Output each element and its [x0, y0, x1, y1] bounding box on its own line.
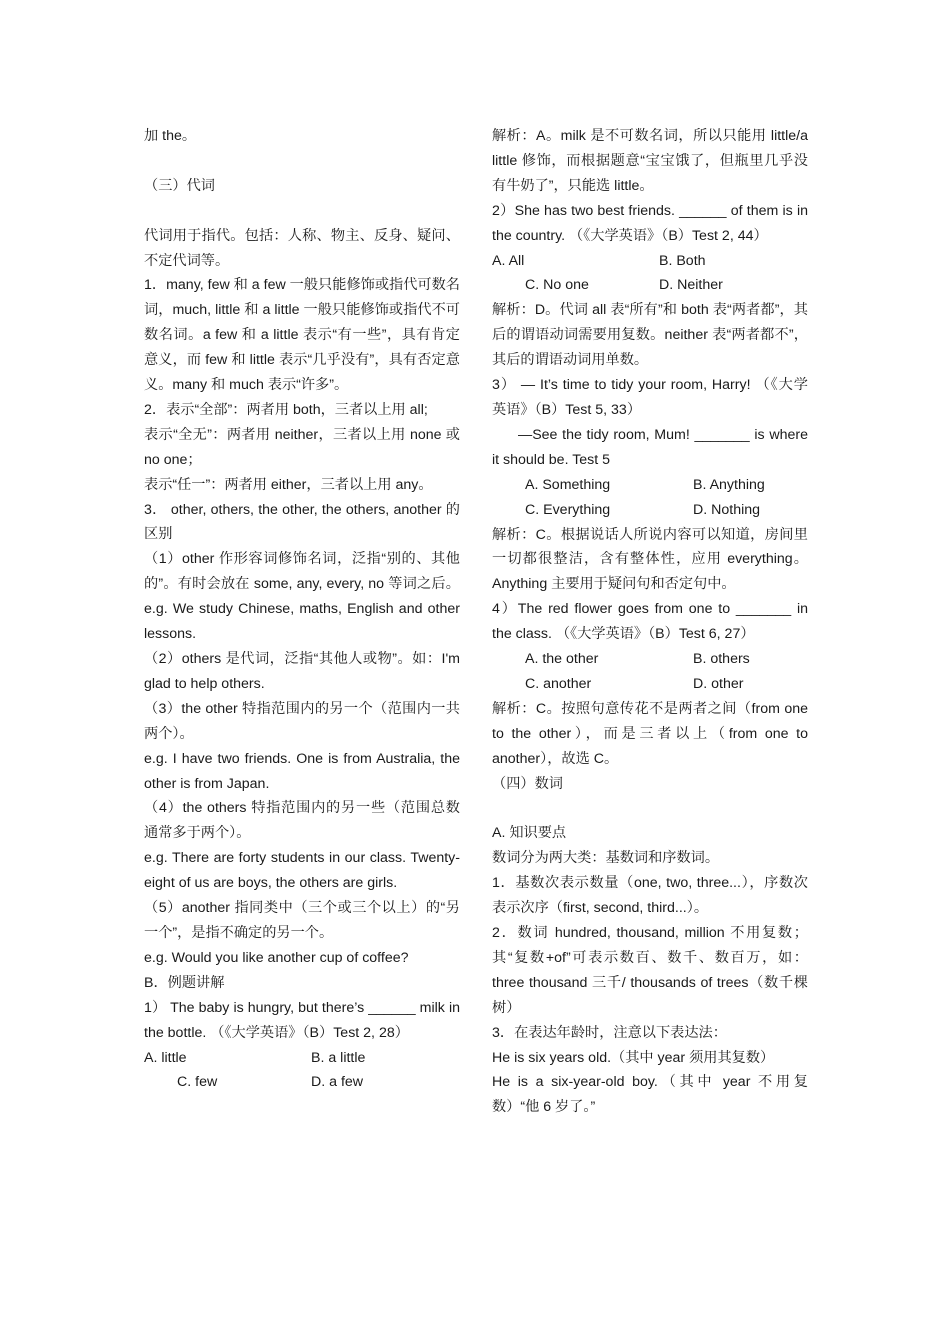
paragraph: 表示“全无”：两者用 neither，三者以上用 none 或 no one； [144, 426, 460, 468]
option-d: D. Neither [659, 277, 723, 294]
option-c: C. Everything [525, 501, 611, 518]
paragraph: 数词分为两大类：基数词和序数词。 [492, 850, 720, 867]
option-c: C. another [525, 675, 592, 692]
paragraph: （5）another 指同类中（三个或三个以上）的“另一个”，是指不确定的另一个。 [144, 900, 460, 941]
paragraph: 2．数词 hundred, thousand, million 不用复数；其“复数+of”可表示数百、数千、数百万，如：three thousand 三千/ thousands of trees（数千棵树） [492, 924, 808, 1016]
option-b: B. a little [311, 1049, 366, 1066]
option-b: B. others [693, 651, 750, 668]
answer-options-row [492, 672, 808, 697]
paragraph: e.g. I have two friends. One is from Australia, the other is from Japan. [144, 750, 460, 792]
question-text: 1） The baby is hungry, but there’s ______ milk in the bottle. （《大学英语》（B）Test 2, 28） [144, 999, 460, 1041]
option-c: C. few [177, 1074, 218, 1091]
answer-options-row [492, 498, 808, 523]
answer-options-row [492, 249, 808, 274]
right-column [492, 124, 808, 1120]
option-a: A. the other [525, 651, 599, 668]
option-d: D. a few [311, 1074, 364, 1091]
paragraph: 3．在表达年龄时，注意以下表达法： [492, 1024, 727, 1041]
paragraph: e.g. Would you like another cup of coffee? [144, 949, 409, 966]
paragraph: （4）the others 特指范围内的另一些（范围总数通常多于两个）。 [144, 800, 460, 842]
option-a: A. little [144, 1049, 187, 1066]
section-heading: （四）数词 [492, 775, 563, 792]
option-d: D. other [693, 675, 744, 692]
paragraph: He is six years old.（其中 year 须用其复数） [492, 1049, 775, 1066]
option-d: D. Nothing [693, 501, 761, 518]
paragraph: 加 the。 [144, 128, 197, 144]
question-text: —See the tidy room, Mum! _______ is where it should be. Test 5 [492, 426, 808, 468]
answer-options-row [144, 1070, 460, 1095]
section-heading: A. 知识要点 [492, 825, 567, 842]
blank-line [144, 199, 460, 224]
option-a: A. All [492, 252, 525, 269]
paragraph: 3． other, others, the other, the others, another 的区别 [144, 501, 460, 543]
question-text: 3） — It’s time to tidy your room, Harry! （《大学英语》（B）Test 5, 33） [492, 377, 808, 418]
paragraph: 2．表示“全部”：两者用 both，三者以上用 all; [144, 401, 428, 418]
section-heading: （三）代词 [144, 177, 215, 194]
paragraph: e.g. There are forty students in our class. Twenty-eight of us are boys, the others are girls. [144, 850, 460, 892]
analysis-paragraph: 解析：C。按照句意传花不是两者之间（from one to the other），而是三者以上（from one to another），故选 C。 [492, 700, 808, 767]
option-c: C. No one [525, 277, 589, 294]
paragraph: He is a six-year-old boy.（其中 year 不用复数）“他 6 岁了。” [492, 1074, 808, 1116]
question-text: 2）She has two best friends. ______ of them is in the country. （《大学英语》（B）Test 2, 44） [492, 202, 808, 244]
paragraph: （2）others 是代词，泛指“其他人或物”。如：I'm glad to help others. [144, 651, 460, 692]
blank-line [492, 796, 808, 821]
option-b: B. Both [659, 252, 706, 269]
paragraph: （1）other 作形容词修饰名词，泛指“别的、其他的”。有时会放在 some, any, every, no 等词之后。e.g. We study Chinese, maths, English and other lessons. [144, 551, 460, 643]
option-a: A. Something [525, 476, 611, 493]
analysis-paragraph: 解析：D。代词 all 表“所有”和 both 表“两者都”，其后的谓语动词需要用复数。neither 表“两者都不”，其后的谓语动词用单数。 [492, 302, 808, 369]
paragraph: （3）the other 特指范围内的另一个（范围内一共两个）。 [144, 700, 460, 742]
answer-options-row [144, 1046, 460, 1071]
answer-options-row [492, 273, 808, 298]
analysis-paragraph: 解析：A。milk 是不可数名词，所以只能用 little/a little 修饰，而根据题意“宝宝饿了，但瓶里几乎没有牛奶了”，只能选 little。 [492, 128, 808, 194]
section-heading: B．例题讲解 [144, 974, 225, 991]
paragraph: 1．基数次表示数量（one, two, three...），序数次表示次序（first, second, third...）。 [492, 875, 808, 917]
analysis-paragraph: 解析：C。根据说话人所说内容可以知道，房间里一切都很整洁，含有整体性，应用 everything。Anything 主要用于疑问句和否定句中。 [492, 526, 808, 593]
question-text: 4）The red flower goes from one to _______ in the class. （《大学英语》（B）Test 6, 27） [492, 601, 808, 643]
paragraph: 1．many, few 和 a few 一般只能修饰或指代可数名词，much, little 和 a little 一般只能修饰或指代不可数名词。a few 和 a little 表示“有一些”，具有肯定意义，而 few 和 little 表示“几乎没有”，具有否定意义。many 和 much 表示“许多”。 [144, 277, 460, 394]
paragraph: 代词用于指代。包括：人称、物主、反身、疑问、不定代词等。 [144, 227, 460, 269]
paragraph: 表示“任一”：两者用 either，三者以上用 any。 [144, 476, 433, 493]
left-column [144, 124, 460, 1095]
answer-options-row [492, 647, 808, 672]
answer-options-row [492, 473, 808, 498]
blank-line [144, 149, 460, 174]
option-b: B. Anything [693, 476, 765, 493]
